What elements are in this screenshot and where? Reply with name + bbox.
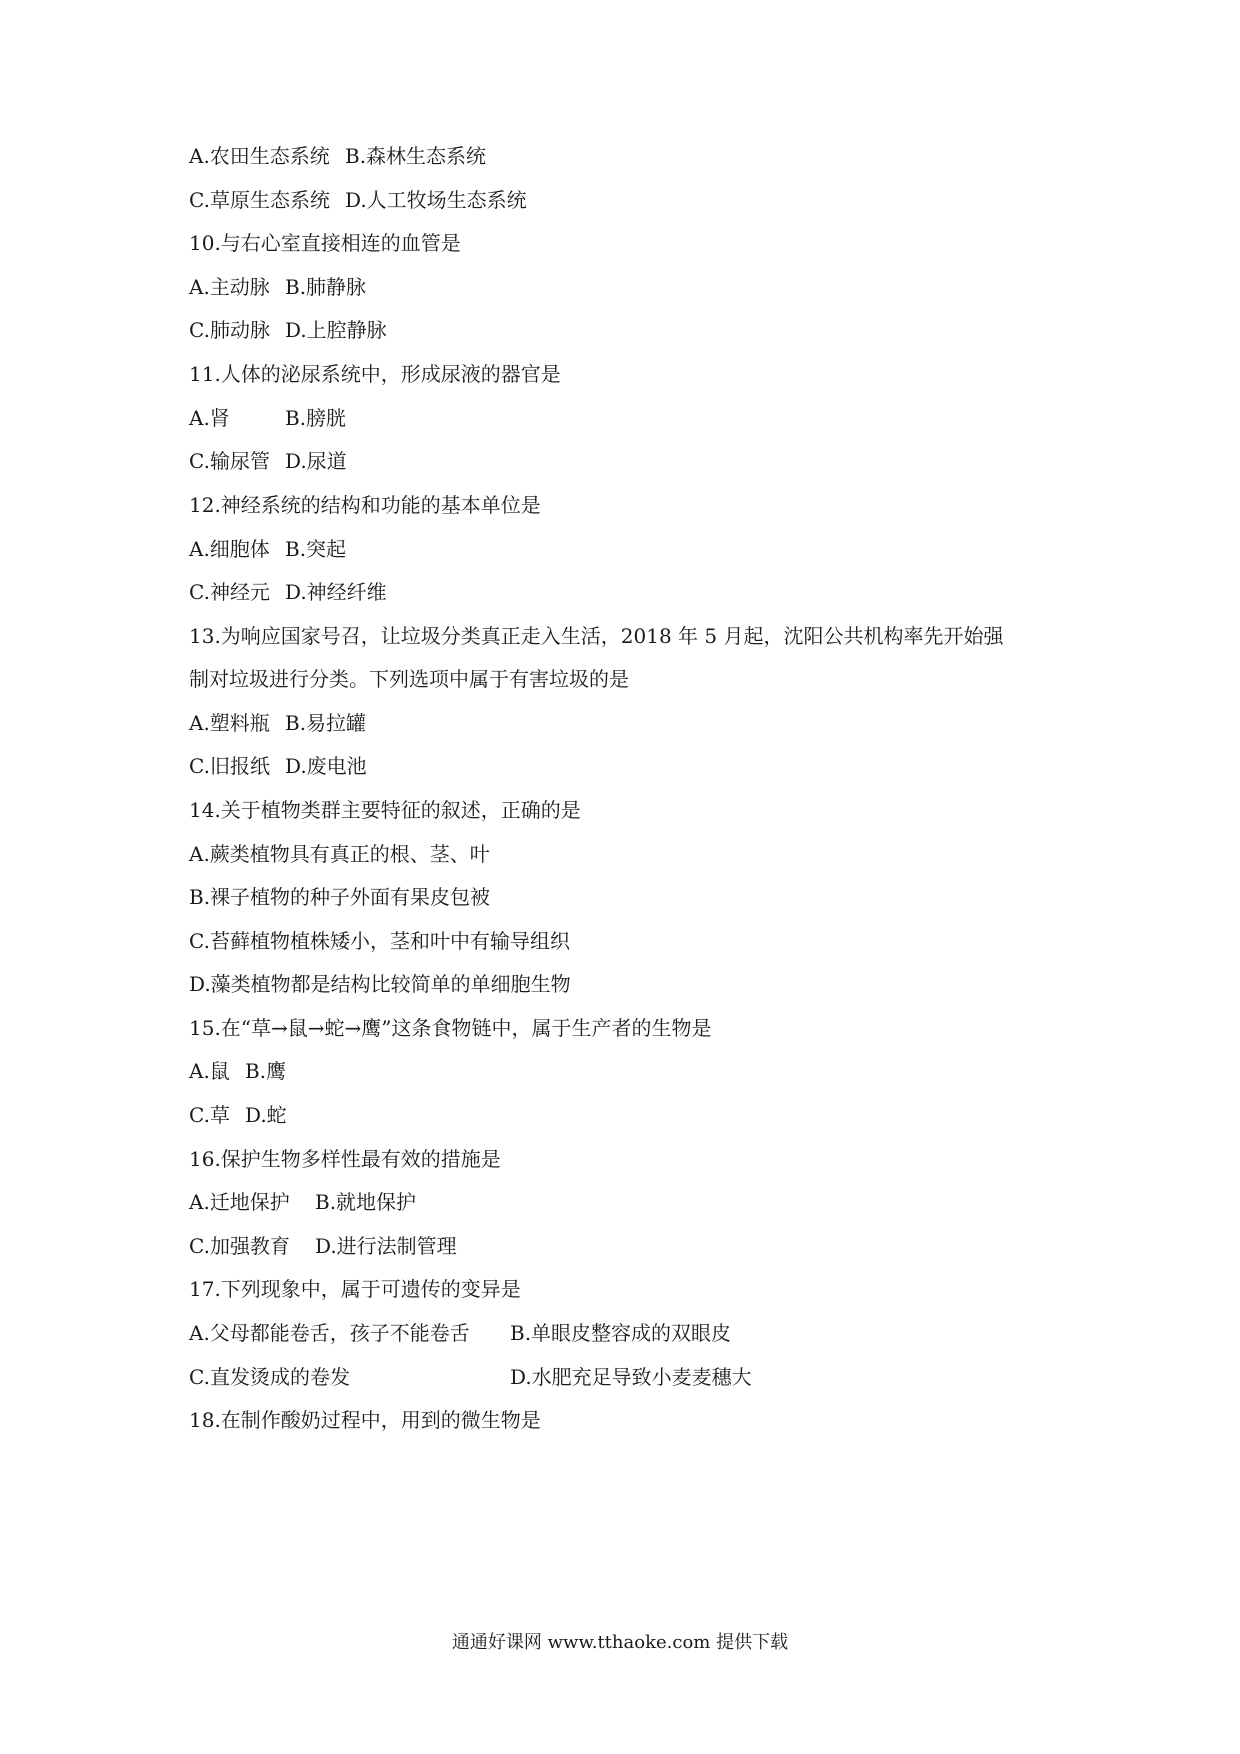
option-row bbox=[189, 1101, 287, 1129]
question-text: 13.为响应国家号召，让垃圾分类真正走入生活，2018 年 5 月起，沈阳公共机构率先开始强 bbox=[189, 624, 1004, 648]
answer-option: A.父母都能卷舌，孩子不能卷舌 bbox=[189, 1321, 470, 1345]
answer-option: D.上腔静脉 bbox=[285, 318, 387, 342]
question-text: 制对垃圾进行分类。下列选项中属于有害垃圾的是 bbox=[189, 667, 629, 691]
answer-option: A.农田生态系统 bbox=[189, 144, 330, 168]
option-row bbox=[189, 142, 487, 170]
question-text: 18.在制作酸奶过程中，用到的微生物是 bbox=[189, 1408, 541, 1432]
answer-option: B.就地保护 bbox=[315, 1190, 417, 1214]
option-row bbox=[189, 535, 347, 563]
answer-option: C.草原生态系统 bbox=[189, 188, 330, 212]
option-row bbox=[189, 316, 387, 344]
option-row bbox=[189, 273, 367, 301]
question-text: A.蕨类植物具有真正的根、茎、叶 bbox=[189, 842, 490, 866]
answer-option: C.神经元 bbox=[189, 580, 270, 604]
answer-option: D.进行法制管理 bbox=[315, 1234, 457, 1258]
option-row bbox=[189, 709, 367, 737]
question-text: 15.在“草→鼠→蛇→鹰”这条食物链中，属于生产者的生物是 bbox=[189, 1016, 712, 1040]
question-text: 10.与右心室直接相连的血管是 bbox=[189, 231, 461, 255]
answer-option: C.直发烫成的卷发 bbox=[189, 1365, 350, 1389]
question-text: 16.保护生物多样性最有效的措施是 bbox=[189, 1147, 501, 1171]
option-row bbox=[189, 578, 387, 606]
answer-option: B.鹰 bbox=[245, 1059, 287, 1083]
option-row bbox=[189, 1232, 457, 1260]
answer-option: B.肺静脉 bbox=[285, 275, 367, 299]
answer-option: B.易拉罐 bbox=[285, 711, 367, 735]
answer-option: D.水肥充足导致小麦麦穗大 bbox=[510, 1365, 752, 1389]
answer-option: D.蛇 bbox=[245, 1103, 287, 1127]
option-row bbox=[189, 1188, 417, 1216]
answer-option: C.加强教育 bbox=[189, 1234, 290, 1258]
page-footer: 通通好课网 www.tthaoke.com 提供下载 bbox=[451, 1632, 789, 1653]
answer-option: C.输尿管 bbox=[189, 449, 270, 473]
answer-option: D.神经纤维 bbox=[285, 580, 387, 604]
answer-option: B.突起 bbox=[285, 537, 347, 561]
question-text: 14.关于植物类群主要特征的叙述，正确的是 bbox=[189, 798, 581, 822]
option-row bbox=[189, 404, 347, 432]
answer-option: A.塑料瓶 bbox=[189, 711, 270, 735]
option-row bbox=[189, 186, 527, 214]
answer-option: A.肾 bbox=[189, 406, 230, 430]
answer-option: B.森林生态系统 bbox=[345, 144, 487, 168]
option-row bbox=[189, 1363, 752, 1391]
answer-option: D.人工牧场生态系统 bbox=[345, 188, 527, 212]
option-row bbox=[189, 1057, 287, 1085]
answer-option: B.单眼皮整容成的双眼皮 bbox=[510, 1321, 732, 1345]
answer-option: A.主动脉 bbox=[189, 275, 270, 299]
question-text: D.藻类植物都是结构比较简单的单细胞生物 bbox=[189, 972, 571, 996]
answer-option: A.细胞体 bbox=[189, 537, 270, 561]
question-text: B.裸子植物的种子外面有果皮包被 bbox=[189, 885, 491, 909]
question-text: 12.神经系统的结构和功能的基本单位是 bbox=[189, 493, 541, 517]
answer-option: A.迁地保护 bbox=[189, 1190, 290, 1214]
option-row bbox=[189, 1319, 732, 1347]
option-row bbox=[189, 752, 367, 780]
answer-option: C.草 bbox=[189, 1103, 230, 1127]
question-text: 17.下列现象中，属于可遗传的变异是 bbox=[189, 1277, 521, 1301]
question-text: 11.人体的泌尿系统中，形成尿液的器官是 bbox=[189, 362, 561, 386]
option-row bbox=[189, 447, 347, 475]
answer-option: D.尿道 bbox=[285, 449, 347, 473]
answer-option: C.肺动脉 bbox=[189, 318, 270, 342]
answer-option: A.鼠 bbox=[189, 1059, 230, 1083]
answer-option: B.膀胱 bbox=[285, 406, 347, 430]
answer-option: D.废电池 bbox=[285, 754, 367, 778]
question-text: C.苔藓植物植株矮小，茎和叶中有输导组织 bbox=[189, 929, 570, 953]
answer-option: C.旧报纸 bbox=[189, 754, 270, 778]
